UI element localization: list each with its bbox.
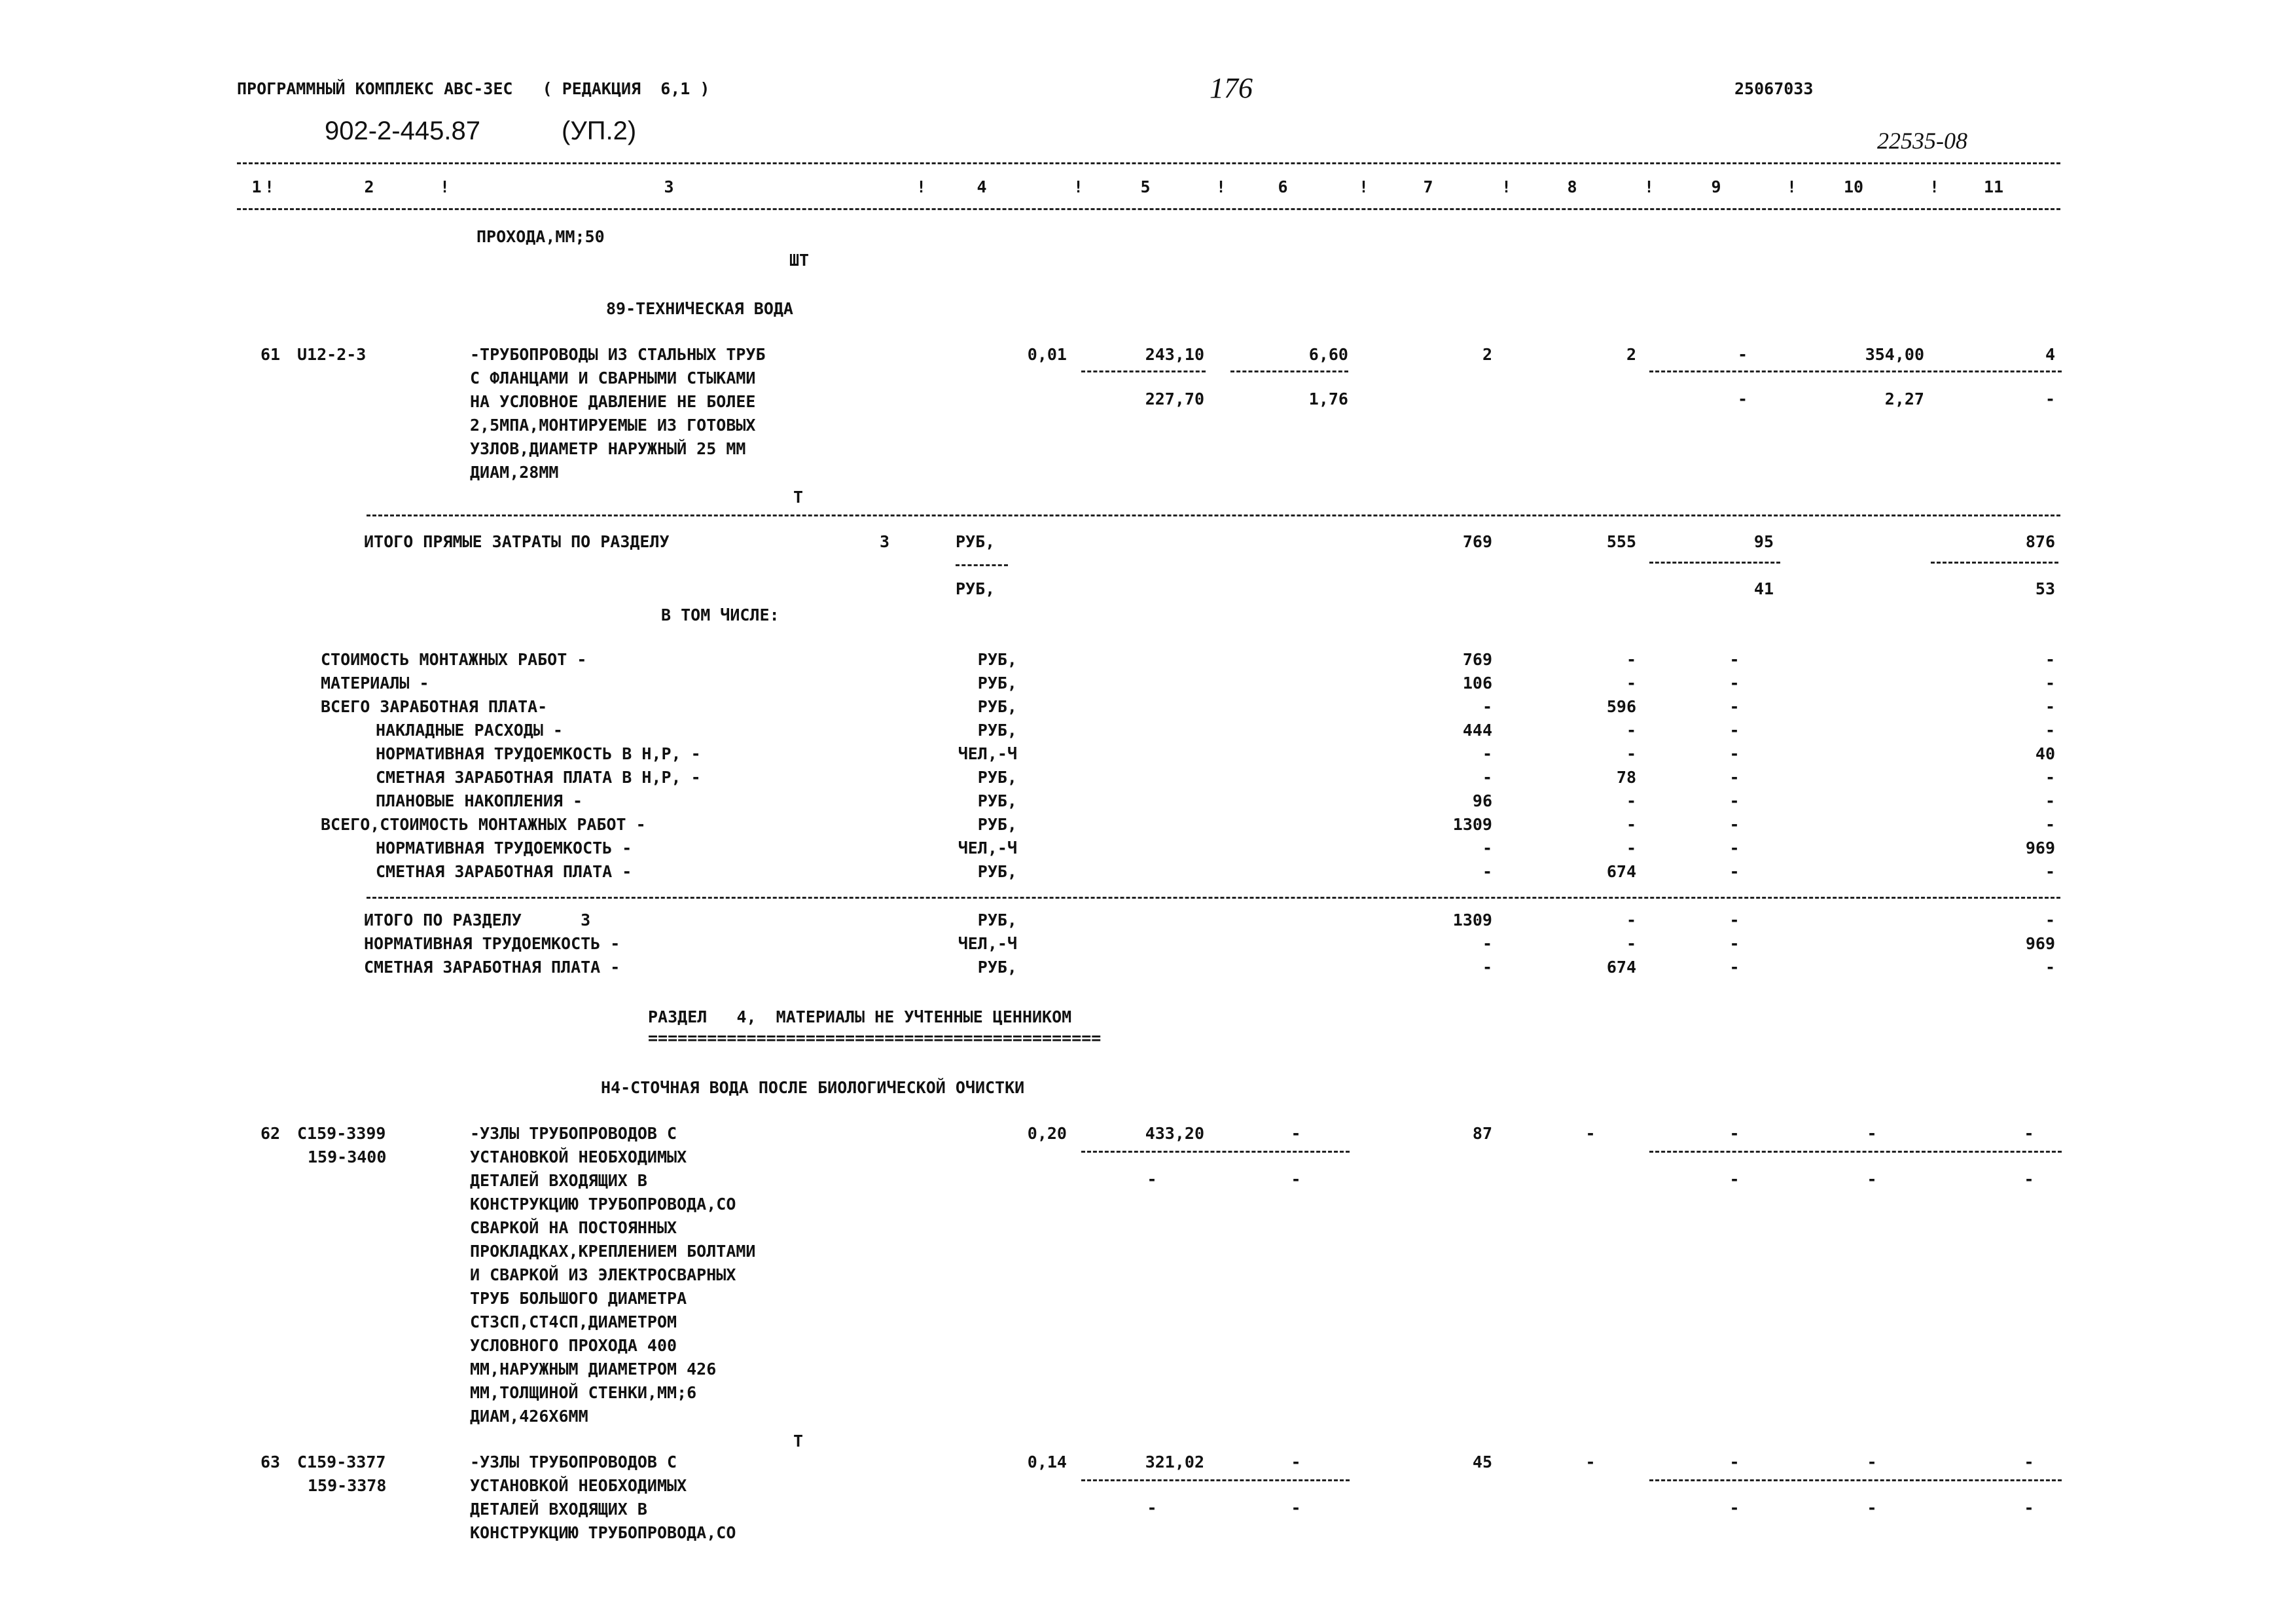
breakdown-col11: - bbox=[2045, 674, 2055, 693]
item-61-col6-bottom: 1,76 bbox=[1308, 389, 1348, 408]
breakdown-label: СМЕТНАЯ ЗАРАБОТНАЯ ПЛАТА В Н,Р, - bbox=[376, 768, 701, 787]
item-63-col9-bottom: - bbox=[1729, 1498, 1740, 1517]
section-total-col9: - bbox=[1729, 934, 1740, 953]
item-62-code-2: 159-3400 bbox=[308, 1147, 387, 1166]
item-62-col6-bottom: - bbox=[1291, 1170, 1301, 1189]
item-61-unit: Т bbox=[793, 488, 804, 507]
item-61-desc-line: 2,5МПА,МОНТИРУЕМЫЕ ИЗ ГОТОВЫХ bbox=[470, 416, 756, 435]
breakdown-col9: - bbox=[1729, 650, 1740, 669]
carry-over-unit: ШТ bbox=[789, 251, 810, 270]
item-62-col11-top: - bbox=[2024, 1124, 2034, 1143]
sheet-code: 22535-08 bbox=[1877, 128, 1967, 154]
total-direct-section: 3 bbox=[880, 532, 890, 551]
item-62-col8: - bbox=[1585, 1124, 1596, 1143]
item-63-col5-bottom: - bbox=[1147, 1498, 1157, 1517]
total-direct-label: ИТОГО ПРЯМЫЕ ЗАТРАТЫ ПО РАЗДЕЛУ bbox=[364, 532, 670, 551]
item-63-col10-top: - bbox=[1867, 1453, 1877, 1471]
breakdown-col7: - bbox=[1482, 697, 1492, 716]
breakdown-col11: - bbox=[2045, 650, 2055, 669]
item-62-desc-line: ДЕТАЛЕЙ ВХОДЯЩИХ В bbox=[470, 1171, 647, 1190]
breakdown-col8: - bbox=[1626, 839, 1636, 857]
section-total-col11: - bbox=[2045, 911, 2055, 929]
section-89-title: 89-ТЕХНИЧЕСКАЯ ВОДА bbox=[606, 299, 793, 318]
column-number-8: 8 bbox=[1567, 177, 1577, 196]
section-total-unit: ЧЕЛ,-Ч bbox=[958, 934, 1017, 953]
item-61-col8: 2 bbox=[1626, 345, 1636, 364]
item-61-col10-top: 354,00 bbox=[1865, 345, 1924, 364]
project-code: 902-2-445.87 bbox=[325, 117, 480, 145]
column-number-9: 9 bbox=[1711, 177, 1721, 196]
item-63-col5-6-rule bbox=[1081, 1479, 1350, 1481]
item-61-col11-bottom: - bbox=[2045, 389, 2055, 408]
item-63-qty: 0,14 bbox=[1027, 1453, 1067, 1471]
breakdown-col7: 1309 bbox=[1452, 815, 1492, 834]
column-number-6: 6 bbox=[1278, 177, 1288, 196]
breakdown-col9: - bbox=[1729, 815, 1740, 834]
breakdown-label: ВСЕГО ЗАРАБОТНАЯ ПЛАТА- bbox=[321, 697, 548, 716]
breakdown-col9: - bbox=[1729, 768, 1740, 787]
item-62-code: C159-3399 bbox=[297, 1124, 386, 1143]
total-direct-col7: 769 bbox=[1462, 532, 1492, 551]
breakdown-col8: - bbox=[1626, 674, 1636, 693]
item-61-col7: 2 bbox=[1482, 345, 1492, 364]
item-61-col10-bottom: 2,27 bbox=[1884, 389, 1924, 408]
column-number-5: 5 bbox=[1140, 177, 1151, 196]
item-62-qty: 0,20 bbox=[1027, 1124, 1067, 1143]
document-code: 25067033 bbox=[1734, 79, 1814, 98]
item-63-desc-line: ДЕТАЛЕЙ ВХОДЯЩИХ В bbox=[470, 1500, 647, 1519]
item-62-col9-bottom: - bbox=[1729, 1170, 1740, 1189]
item-62-col7: 87 bbox=[1472, 1124, 1492, 1143]
breakdown-unit: РУБ, bbox=[977, 815, 1017, 834]
breakdown-unit: ЧЕЛ,-Ч bbox=[958, 839, 1017, 857]
item-61-col6-top: 6,60 bbox=[1308, 345, 1348, 364]
breakdown-col11: - bbox=[2045, 721, 2055, 740]
breakdown-col11: - bbox=[2045, 791, 2055, 810]
breakdown-col11: - bbox=[2045, 697, 2055, 716]
column-separator: ! bbox=[264, 177, 275, 196]
section-total-col7: - bbox=[1482, 934, 1492, 953]
program-title: ПРОГРАММНЫЙ КОМПЛЕКС АВС-3ЕС ( РЕДАКЦИЯ 6,1 ) bbox=[237, 79, 710, 98]
total-direct-col8: 555 bbox=[1606, 532, 1636, 551]
item-63-col10-bottom: - bbox=[1867, 1498, 1877, 1517]
item-61-col5-bottom: 227,70 bbox=[1145, 389, 1204, 408]
header-top-rule bbox=[237, 162, 2060, 164]
item-63-code-2: 159-3378 bbox=[308, 1476, 387, 1495]
breakdown-col11: - bbox=[2045, 815, 2055, 834]
breakdown-label: СТОИМОСТЬ МОНТАЖНЫХ РАБОТ - bbox=[321, 650, 587, 669]
breakdown-col8: 674 bbox=[1606, 862, 1636, 881]
item-62-desc-line: И СВАРКОЙ ИЗ ЭЛЕКТРОСВАРНЫХ bbox=[470, 1265, 736, 1284]
item-62-desc-line: ТРУБ БОЛЬШОГО ДИАМЕТРА bbox=[470, 1289, 687, 1308]
column-number-3: 3 bbox=[664, 177, 674, 196]
column-number-4: 4 bbox=[977, 177, 987, 196]
breakdown-label: НОРМАТИВНАЯ ТРУДОЕМКОСТЬ В Н,Р, - bbox=[376, 744, 701, 763]
item-61-desc-line: С ФЛАНЦАМИ И СВАРНЫМИ СТЫКАМИ bbox=[470, 369, 756, 388]
item-62-desc-line: УСЛОВНОГО ПРОХОДА 400 bbox=[470, 1336, 677, 1355]
column-number-10: 10 bbox=[1843, 177, 1864, 196]
breakdown-unit: РУБ, bbox=[977, 697, 1017, 716]
breakdown-label: НАКЛАДНЫЕ РАСХОДЫ - bbox=[376, 721, 563, 740]
item-63-col8: - bbox=[1585, 1453, 1596, 1471]
breakdown-col7: - bbox=[1482, 862, 1492, 881]
header-bottom-rule bbox=[237, 208, 2060, 210]
breakdown-col7: - bbox=[1482, 839, 1492, 857]
item-62-col5-top: 433,20 bbox=[1145, 1124, 1204, 1143]
column-number-11: 11 bbox=[1983, 177, 2004, 196]
item-63-col5-top: 321,02 bbox=[1145, 1453, 1204, 1471]
item-61-col6-rule bbox=[1230, 370, 1348, 372]
section-4-title: РАЗДЕЛ 4, МАТЕРИАЛЫ НЕ УЧТЕННЫЕ ЦЕННИКОМ bbox=[648, 1007, 1072, 1026]
item-61-col5-rule bbox=[1081, 370, 1206, 372]
item-62-desc-line: СВАРКОЙ НА ПОСТОЯННЫХ bbox=[470, 1218, 677, 1237]
item-62-col10-top: - bbox=[1867, 1124, 1877, 1143]
breakdown-col9: - bbox=[1729, 862, 1740, 881]
breakdown-col8: - bbox=[1626, 721, 1636, 740]
breakdown-col8: - bbox=[1626, 650, 1636, 669]
item-63-code: C159-3377 bbox=[297, 1453, 386, 1471]
item-61-col9-11-rule bbox=[1649, 370, 2062, 372]
item-62-col5-bottom: - bbox=[1147, 1170, 1157, 1189]
item-63-desc-line: УСТАНОВКОЙ НЕОБХОДИМЫХ bbox=[470, 1476, 687, 1495]
item-62-col6-top: - bbox=[1291, 1124, 1301, 1143]
total-direct-col9-top: 95 bbox=[1753, 532, 1774, 551]
item-61-qty: 0,01 bbox=[1027, 345, 1067, 364]
breakdown-col9: - bbox=[1729, 697, 1740, 716]
breakdown-col7: 444 bbox=[1462, 721, 1492, 740]
section-total-col9: - bbox=[1729, 911, 1740, 929]
breakdown-label: МАТЕРИАЛЫ - bbox=[321, 674, 429, 693]
item-62-desc-line: ММ,ТОЛЩИНОЙ СТЕНКИ,ММ;6 bbox=[470, 1383, 697, 1402]
column-separator: ! bbox=[1501, 177, 1512, 196]
breakdown-col9: - bbox=[1729, 791, 1740, 810]
item-63-col11-top: - bbox=[2024, 1453, 2034, 1471]
section-total-label: ИТОГО ПО РАЗДЕЛУ 3 bbox=[364, 911, 591, 929]
total-direct-col11-rule bbox=[1931, 562, 2058, 564]
item-62-desc-line: СТ3СП,СТ4СП,ДИАМЕТРОМ bbox=[470, 1312, 677, 1331]
item-63-col7: 45 bbox=[1472, 1453, 1492, 1471]
column-separator: ! bbox=[1644, 177, 1655, 196]
breakdown-col11: 40 bbox=[2035, 744, 2055, 763]
section-total-col11: 969 bbox=[2025, 934, 2055, 953]
item-62-col9-11-rule bbox=[1649, 1151, 2062, 1153]
item-62-col9-top: - bbox=[1729, 1124, 1740, 1143]
item-62-unit: Т bbox=[793, 1432, 804, 1451]
item-61-desc-line: -ТРУБОПРОВОДЫ ИЗ СТАЛЬНЫХ ТРУБ bbox=[470, 345, 766, 364]
item-62-desc-line: КОНСТРУКЦИЮ ТРУБОПРОВОДА,СО bbox=[470, 1195, 736, 1214]
section-total-unit: РУБ, bbox=[977, 958, 1017, 977]
item-61-number: 61 bbox=[260, 345, 281, 364]
breakdown-col7: 96 bbox=[1472, 791, 1492, 810]
column-separator: ! bbox=[1073, 177, 1084, 196]
breakdown-col9: - bbox=[1729, 839, 1740, 857]
item-63-desc-line: КОНСТРУКЦИЮ ТРУБОПРОВОДА,СО bbox=[470, 1523, 736, 1542]
breakdown-col7: - bbox=[1482, 768, 1492, 787]
item-62-desc-line: ПРОКЛАДКАХ,КРЕПЛЕНИЕМ БОЛТАМИ bbox=[470, 1242, 756, 1261]
total-direct-col9-rule bbox=[1649, 562, 1780, 564]
item-62-col11-bottom: - bbox=[2024, 1170, 2034, 1189]
total-direct-col9-bottom: 41 bbox=[1753, 579, 1774, 598]
column-separator: ! bbox=[1216, 177, 1227, 196]
breakdown-unit: РУБ, bbox=[977, 862, 1017, 881]
item-61-desc-line: НА УСЛОВНОЕ ДАВЛЕНИЕ НЕ БОЛЕЕ bbox=[470, 392, 756, 411]
breakdown-col8: 596 bbox=[1606, 697, 1636, 716]
column-separator: ! bbox=[440, 177, 450, 196]
item-61-col5-top: 243,10 bbox=[1145, 345, 1204, 364]
breakdown-col11: - bbox=[2045, 862, 2055, 881]
column-separator: ! bbox=[1929, 177, 1940, 196]
item-62-desc-line: ММ,НАРУЖНЫМ ДИАМЕТРОМ 426 bbox=[470, 1360, 717, 1379]
breakdown-label: СМЕТНАЯ ЗАРАБОТНАЯ ПЛАТА - bbox=[376, 862, 632, 881]
breakdown-col7: 769 bbox=[1462, 650, 1492, 669]
item-63-col11-bottom: - bbox=[2024, 1498, 2034, 1517]
column-number-7: 7 bbox=[1423, 177, 1433, 196]
item-61-code: U12-2-3 bbox=[297, 345, 367, 364]
section-4-subtitle: Н4-СТОЧНАЯ ВОДА ПОСЛЕ БИОЛОГИЧЕСКОЙ ОЧИСТКИ bbox=[601, 1078, 1025, 1097]
section-total-col11: - bbox=[2045, 958, 2055, 977]
item-61-desc-line: ДИАМ,28ММ bbox=[470, 463, 559, 482]
column-number-2: 2 bbox=[364, 177, 374, 196]
section-total-label: СМЕТНАЯ ЗАРАБОТНАЯ ПЛАТА - bbox=[364, 958, 620, 977]
page-number: 176 bbox=[1210, 72, 1253, 104]
section-total-label: НОРМАТИВНАЯ ТРУДОЕМКОСТЬ - bbox=[364, 934, 620, 953]
item-61-desc-line: УЗЛОВ,ДИАМЕТР НАРУЖНЫЙ 25 ММ bbox=[470, 439, 746, 458]
section-total-col8: - bbox=[1626, 934, 1636, 953]
breakdown-label: ПЛАНОВЫЕ НАКОПЛЕНИЯ - bbox=[376, 791, 583, 810]
breakdown-unit: РУБ, bbox=[977, 650, 1017, 669]
item-61-col9-top: - bbox=[1737, 345, 1748, 364]
item-63-col9-11-rule bbox=[1649, 1479, 2062, 1481]
breakdown-col8: - bbox=[1626, 815, 1636, 834]
section-4-underline: ============================================== bbox=[648, 1028, 1102, 1047]
item-63-number: 63 bbox=[260, 1453, 281, 1471]
section-total-col7: - bbox=[1482, 958, 1492, 977]
section-total-unit: РУБ, bbox=[977, 911, 1017, 929]
carry-over-text: ПРОХОДА,ММ;50 bbox=[476, 227, 605, 246]
breakdown-col11: - bbox=[2045, 768, 2055, 787]
breakdown-col8: 78 bbox=[1616, 768, 1636, 787]
breakdown-label: НОРМАТИВНАЯ ТРУДОЕМКОСТЬ - bbox=[376, 839, 632, 857]
item-62-col10-bottom: - bbox=[1867, 1170, 1877, 1189]
total-direct-unit-2: РУБ, bbox=[956, 579, 996, 598]
album-number: (УП.2) bbox=[562, 117, 637, 145]
item-61-col9-bottom: - bbox=[1737, 389, 1748, 408]
section-total-col9: - bbox=[1729, 958, 1740, 977]
breakdown-col9: - bbox=[1729, 674, 1740, 693]
breakdown-col9: - bbox=[1729, 721, 1740, 740]
breakdown-unit: РУБ, bbox=[977, 721, 1017, 740]
item-62-desc-line: УСТАНОВКОЙ НЕОБХОДИМЫХ bbox=[470, 1147, 687, 1166]
column-separator: ! bbox=[1359, 177, 1369, 196]
breakdown-label: ВСЕГО,СТОИМОСТЬ МОНТАЖНЫХ РАБОТ - bbox=[321, 815, 646, 834]
total-direct-unit-rule bbox=[956, 564, 1008, 566]
item-63-col9-top: - bbox=[1729, 1453, 1740, 1471]
total-direct-col11-top: 876 bbox=[2025, 532, 2055, 551]
breakdown-col11: 969 bbox=[2025, 839, 2055, 857]
item-62-desc-line: ДИАМ,426Х6ММ bbox=[470, 1407, 588, 1426]
section-total-col8: - bbox=[1626, 911, 1636, 929]
breakdown-col9: - bbox=[1729, 744, 1740, 763]
item-61-col11-top: 4 bbox=[2045, 345, 2055, 364]
including-label: В ТОМ ЧИСЛЕ: bbox=[661, 605, 780, 624]
breakdown-col8: - bbox=[1626, 791, 1636, 810]
column-number-1: 1 bbox=[251, 177, 262, 196]
section-total-col8: 674 bbox=[1606, 958, 1636, 977]
total-direct-col11-bottom: 53 bbox=[2035, 579, 2055, 598]
breakdown-col8: - bbox=[1626, 744, 1636, 763]
breakdown-unit: РУБ, bbox=[977, 674, 1017, 693]
breakdown-unit: ЧЕЛ,-Ч bbox=[958, 744, 1017, 763]
item-62-desc-line: -УЗЛЫ ТРУБОПРОВОДОВ С bbox=[470, 1124, 677, 1143]
total-direct-unit: РУБ, bbox=[956, 532, 996, 551]
breakdown-col7: 106 bbox=[1462, 674, 1492, 693]
section-total-top-rule bbox=[367, 897, 2060, 899]
section-total-col7: 1309 bbox=[1452, 911, 1492, 929]
column-separator: ! bbox=[916, 177, 927, 196]
breakdown-col7: - bbox=[1482, 744, 1492, 763]
breakdown-unit: РУБ, bbox=[977, 791, 1017, 810]
item-62-col5-6-rule bbox=[1081, 1151, 1350, 1153]
item-63-col6-top: - bbox=[1291, 1453, 1301, 1471]
breakdown-unit: РУБ, bbox=[977, 768, 1017, 787]
totals-top-rule bbox=[367, 514, 2060, 516]
item-63-desc-line: -УЗЛЫ ТРУБОПРОВОДОВ С bbox=[470, 1453, 677, 1471]
column-separator: ! bbox=[1787, 177, 1797, 196]
item-63-col6-bottom: - bbox=[1291, 1498, 1301, 1517]
item-62-number: 62 bbox=[260, 1124, 281, 1143]
